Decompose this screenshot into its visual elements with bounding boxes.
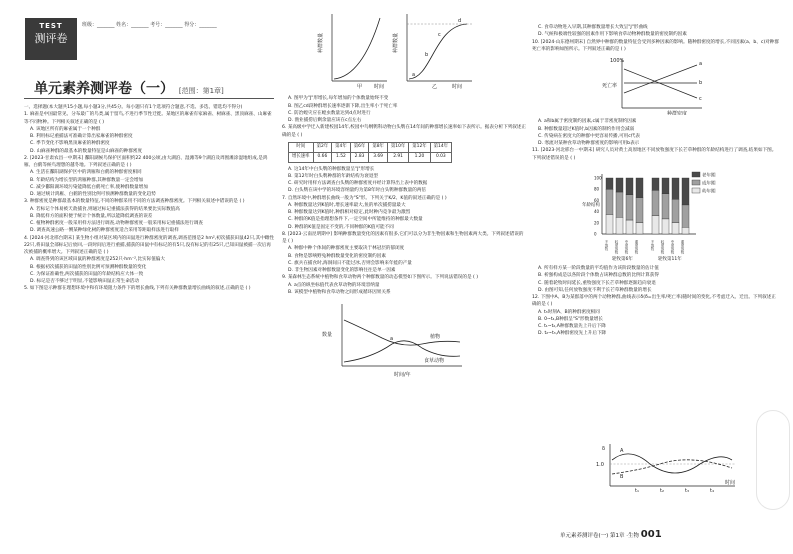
fig11-y-tick: 20 <box>594 220 600 226</box>
logo-top: TEST <box>39 22 63 30</box>
fig11-group-label: 轮牧第11年 <box>658 256 682 262</box>
answer-option: A. 所有样方某一阶段数量的平均值作为该阶段数量的估计值 <box>538 266 659 271</box>
fig11-legend-label: 幼年期 <box>702 189 716 195</box>
right-top-text <box>532 24 780 53</box>
fig11-bar-adult <box>672 199 679 223</box>
table-header-row <box>289 142 452 152</box>
right-mid-text <box>532 118 780 162</box>
answer-option: D. t₂~t₃,A种群密度先上升后下降 <box>538 331 607 337</box>
answer-option: B. 食物是影响野兔种群数量变化的密度制约因素 <box>288 253 386 259</box>
answer-option: B. 图乙cd段种群增长速率逐渐下降,出生率小于死亡率 <box>288 103 398 109</box>
fig5-label-jia: 甲 <box>357 84 363 90</box>
fig11-legend-label: 老年期 <box>702 173 716 179</box>
fig11-legend-swatch <box>692 172 700 177</box>
fig5-point-b: b <box>425 52 429 58</box>
fig5-point-d: d <box>458 18 462 24</box>
fig10-series-a: a <box>699 61 703 67</box>
fig11-bar-adult <box>606 189 613 214</box>
fig10-ytop: 100% <box>610 58 625 64</box>
watermark-stamp <box>756 410 790 510</box>
fig5-point-c: c <box>438 32 441 38</box>
fig5-ylabel-b: 种群数量 <box>393 32 399 53</box>
answer-option: A. 种群中种个体间的种群密度主要取决于林冠层的郁闭度 <box>288 246 405 252</box>
answer-option: D. 气候和极端性较强的因素作用下影响食草动物种群数量的密度制约因素 <box>538 32 687 38</box>
fig11-bar-young <box>652 215 659 233</box>
fig11-bar-young <box>616 217 623 234</box>
footer-text: 单元素养测评卷(一) 第1章 ·生物 <box>560 533 640 539</box>
fig9-series-plant: 植物 <box>430 334 441 341</box>
answer-option: A. a点的纵坐标值代表食草动物的环境容纳量 <box>288 282 380 288</box>
figure-9-population-dynamics <box>282 298 522 378</box>
answer-option: B. 该模型中植物和食草动物之间形成循环因果关系 <box>288 289 391 295</box>
fig11-bar-old <box>682 178 689 205</box>
fig12-ylabel: δ <box>602 446 606 452</box>
answer-option: A. 该地区所有的麻雀属于一个种群 <box>30 126 101 132</box>
table-cell: 3.69 <box>369 152 388 162</box>
test-logo <box>25 18 77 60</box>
table-header-cell: 第6年 <box>350 142 369 152</box>
fig11-y-tick: 0 <box>594 231 597 237</box>
mid-bottom-text <box>282 166 527 297</box>
answer-option: C. 随着轮牧时间延长,重牧强度下长芒草种群逐渐趋向衰退 <box>538 280 656 286</box>
fig11-y-tick: 100 <box>594 175 602 181</box>
answer-option: B. 种群数量超过K值时,b因素的制约作用会减弱 <box>538 126 635 132</box>
fig11-category-label: 重度放牧 <box>681 239 685 254</box>
answer-option: B. 根据初次捕获的田鼠的性别比例可预测种群数量的变化 <box>30 264 147 270</box>
figure-11-age-structure-chart <box>532 162 772 262</box>
page-footer <box>560 527 662 543</box>
answer-option: B. 降低样方的面积便于统计个体数量,所以能降低调查的误差 <box>30 213 153 219</box>
mid-top-text <box>282 95 527 139</box>
fig11-bar-old <box>626 178 633 195</box>
answer-option: A. 这14年中白头鹎的种群数量呈"J"形增长 <box>288 166 375 172</box>
table-header-cell: 时间 <box>289 142 314 152</box>
figure-10-mortality <box>532 53 772 115</box>
left-column <box>24 104 274 293</box>
page-title <box>34 78 224 100</box>
answer-option: B. 利用标记重捕法可准确计算出家麻雀的种群密度 <box>30 134 133 139</box>
question-text: 5. 如下图是示种群在理想环境中和有环境阻力条件下的增长曲线,下列有关种群数量增长曲线的叙述,正确的是 ( ) <box>24 286 251 292</box>
fig11-bar-young <box>672 223 679 234</box>
fig11-category-label: 轻度放牧 <box>615 239 619 254</box>
answer-option: D. 白头鹎在该中学的环境容纳量约为第8年时白头鹎种群数量的两倍 <box>288 188 427 194</box>
fig11-bar-old <box>616 178 623 192</box>
fig11-bar-old <box>652 178 659 190</box>
fig10-series-c: c <box>699 96 702 102</box>
table-cell: 2.91 <box>387 152 408 162</box>
fig5-xlabel-a: 时间 <box>374 84 385 90</box>
answer-option: C. 研究时用样方法调查白头鹎的种群密度并经计算得出上表中的数据 <box>288 181 428 187</box>
answer-option: C. 食草动物进入早期,其种群数量增长大致呈"J"形曲线 <box>538 25 648 30</box>
fig11-bar-old <box>606 178 613 189</box>
title-main: 单元素养测评卷（一） <box>34 81 174 97</box>
answer-option: A. 生活在鄱阳湖保护区中的鸿雁和白鹤的种群密度相同 <box>30 170 142 176</box>
answer-option: D. 通过统计鸿雁、白鹤的性别比例可预测种群数量的变化趋势 <box>30 192 156 197</box>
fig11-bar-young <box>626 220 633 234</box>
fig9-point-a: a <box>390 336 394 343</box>
figure-5-growth-curves <box>282 6 522 92</box>
fig12-series-a: A <box>620 448 624 454</box>
fig11-category-label: 轻度放牧 <box>661 239 665 254</box>
fig5-xlabel-b: 时间 <box>452 84 463 90</box>
answer-option: B. 年龄结构为增长型的鸿雁种群,其种群数量一定会增加 <box>30 177 144 183</box>
fig12-xlabel: 时间 <box>725 480 736 486</box>
answer-option: B. 0~t₄,B种群呈"S"形数量增长 <box>538 316 603 322</box>
fig11-category-label: 中度放牧 <box>671 239 675 254</box>
fig10-ylabel: 死亡率 <box>602 83 618 89</box>
fig11-bar-adult <box>662 193 669 218</box>
right-column <box>532 24 780 338</box>
answer-option: A. a和b属于密度制约因素,c属于非密度制约因素 <box>538 119 637 125</box>
answer-option: C. 为保证准确性,两次捕获的田鼠的年龄结构应大体一致 <box>30 271 144 277</box>
answer-option: B. 析强构成是以各阶段个体数占该种群总数的比例计算获得 <box>538 273 659 279</box>
answer-option: C. 减少鄱阳湖环境污染能降低白鹤死亡率,使种群数量增加 <box>30 184 148 190</box>
fig11-bar-adult <box>636 197 643 222</box>
answer-option: B. 第12年时白头鹎种群的年龄结构为衰退型 <box>288 173 379 179</box>
table-header-cell: 第2年 <box>313 142 332 152</box>
answer-option: A. 种群数量达到K值时,增长速率最大,鱼的单次捕捞量最大 <box>288 202 406 208</box>
fig11-bar-adult <box>616 192 623 217</box>
table-row-label: 增长速率 <box>289 152 314 162</box>
table-header-cell: 第12年 <box>409 142 430 152</box>
fig11-category-label: 不放牧 <box>605 239 609 251</box>
answer-option: D. 渔业捕捞后剩余量应该在c点左右 <box>288 118 362 123</box>
question-text: 9. 某森林生态系统中植物和食草动物两个种群数量的动态模型如下图所示。下列说法错误的是 ( ) <box>282 275 479 281</box>
fig11-y-tick: 40 <box>594 208 600 214</box>
question-text: 一、选择题(本大题共15小题,每小题3分,共45分。每小题只有1个选项符合题意,不选、多选、错选均不得分) <box>24 105 243 110</box>
fig11-category-label: 重度放牧 <box>635 239 639 254</box>
question-text: 8. [2023·云南昆明期中] 影响种群数量变化的因素有很多,它们可以分为非生物因素和生物因素两大类。下列叙述错误的是 ( ) <box>282 231 524 245</box>
title-rule <box>24 98 274 99</box>
fig11-bar-adult <box>652 190 659 215</box>
fig12-tick-4: t₄ <box>710 488 714 492</box>
answer-option: A. 若标记个体易被天敌捕食,则通过标记重捕法获得的结果要比实际数值高 <box>30 206 180 212</box>
fig12-tick-1: t₁ <box>635 488 639 492</box>
figure-12-delta-curves <box>560 440 750 492</box>
fig11-ylabel: 年龄结构 <box>582 202 600 208</box>
fig9-series-herbivore: 食草动物 <box>424 358 445 365</box>
answer-option: D. 山麻雀种群的最基本的数量特征是山麻雀的种群密度 <box>30 148 143 154</box>
answer-option: D. 标记是否不够过于明显,不能影响田鼠正常生命活动 <box>30 279 139 284</box>
question-text: 4. [2024·河北邢台期末] 某生物小组对某区域内的田鼠进行种群密度的调查,调查范围是2 hm²,初次捕获田鼠42只,其中雌性22只,将田鼠全部标记后放回,一段时间后进行重捕,捕获的田鼠中有标记的有5只,没有标记的有25只,已知田鼠被捕一次后再次被捕的概率增大。下列叙述正确的是 ( ) <box>24 235 275 255</box>
answer-option: C. 种群的K值是指理想条件下,一定空间中所能维持的种群最大数量 <box>288 217 423 223</box>
question-text: 2. [2023·甘肃农昌一中期末] 鄱阳湖候鸟保护区面积约22 400公顷,由大湖泊、湿滩等9个湖泊及周围滩涂湿地组成,是鸿雁、白鹤等候鸟理想的越冬地。下列叙述正确的是 ( ) <box>24 155 268 168</box>
answer-option: A. 调查得到的该区域田鼠的种群密度是252只·hm⁻²,比实际值偏大 <box>30 257 165 263</box>
question-text: 3. 种群密度是种群最基本的数量特征,不同的种群采用不同的方法调查种群密度。下列相关叙述中错误的是 ( ) <box>24 199 245 205</box>
fig12-tick-2: t₂ <box>660 488 664 492</box>
answer-option: C. 植物种群密度一般采用样方法进行调查,动物种群密度一般采用标记重捕法进行调查 <box>30 221 203 226</box>
fig12-tick-3: t₃ <box>685 488 689 492</box>
answer-option: D. 非生物因素对种群数量变化的影响往往是单一因素 <box>288 268 396 274</box>
fig11-category-label: 中度放牧 <box>625 239 629 254</box>
fig12-y-mark: 1.0 <box>596 462 604 468</box>
fig11-y-tick: 60 <box>594 197 600 203</box>
answer-option: B. 种群数量达到K值时,种群相对稳定,此时种内竞争最为激烈 <box>288 210 411 216</box>
fig11-y-tick: 80 <box>594 186 600 192</box>
question-text: 12. 下图中A、B为某群落中的两个动物种群,曲线表示δ(δ=出生率/死亡率)随时间的变化,不考虑迁入、迁出。下列叙述正确的是 ( ) <box>532 295 776 308</box>
fig11-bar-old <box>672 178 679 199</box>
answer-option: C. 旗兵在捕食时,海洞间日不能过冰,否则会影响来年蛙的产量 <box>288 260 412 266</box>
fig9-xlabel: 时间/年 <box>394 372 411 379</box>
question-text: 10. [2024·山东德州期末] 自然界中种群的数量特征会受到多种因素的影响。随种群密度的增长,不同因素(a、b、c)对种群死亡率的影响如图所示。下列叙述正确的是 ( ) <box>532 39 779 52</box>
fig11-group-label: 轮牧第6年 <box>612 256 633 262</box>
fig11-bar-old <box>636 178 643 198</box>
table-cell: 2.83 <box>350 152 369 162</box>
fig11-bar-young <box>606 214 613 234</box>
fig11-category-label: 不放牧 <box>651 239 655 251</box>
fig11-legend-label: 成年期 <box>702 181 716 187</box>
answer-option: D. 种群的K值是固定不变的,不同种群的K值可能不同 <box>288 224 394 230</box>
table-cell: 1.20 <box>409 152 430 162</box>
answer-option: D. 寒流对某种食草动物种群密度的影响可用b表示 <box>538 141 640 146</box>
fig10-series-b: b <box>699 80 703 86</box>
question-text: 6. 某高级中学迁入新建校园14年,校园中鸟纲鹎科动物白头鹎在14年间的种群增长速率如下表所示。据表分析下列叙述正确的是 ( ) <box>282 125 527 138</box>
table-header-cell: 第10年 <box>387 142 408 152</box>
logo-bottom: 测评卷 <box>34 32 68 45</box>
fig5-ylabel-a: 种群数量 <box>318 32 324 53</box>
fig5-label-yi: 乙 <box>432 84 438 90</box>
question-text: 1. 麻雀是中国最常见、分布最广的鸟类,属于留鸟,不进行季节性迁徙。某地区的麻雀有家麻雀、树麻雀、黑顶麻雀、山麻雀等不同物种。下列相关叙述正确的是 ( ) <box>24 112 272 125</box>
table-header-cell: 第4年 <box>332 142 351 152</box>
fig10-xlabel: 种群密度 <box>667 111 688 115</box>
fig11-legend-swatch <box>692 188 700 193</box>
answer-option: A. t₃时刻A、B的种群密度相同 <box>538 309 600 315</box>
table-header-cell: 第8年 <box>369 142 388 152</box>
fig11-bar-old <box>662 178 669 194</box>
fig11-bar-adult <box>682 205 689 227</box>
middle-column <box>282 6 527 381</box>
fig11-bar-young <box>636 223 643 234</box>
answer-option: C. t₁~t₂,A种群数量先上升后下降 <box>538 324 606 329</box>
question-text: 7. 自然环境中,种群增长曲线一般为"S"形。下列关于K/2、K值的叙述正确的是 ( ) <box>282 195 447 201</box>
answer-option: A. 图甲为"J"形增长,每年增加的个体数量始终不变 <box>288 96 389 102</box>
table-cell: 0.66 <box>313 152 332 162</box>
answer-option: D. 调查高速公路一侧某种绿化树的种群密度适合采用等距取样法进行取样 <box>30 228 179 234</box>
fig11-legend-swatch <box>692 180 700 185</box>
fig12-series-b: B <box>620 474 624 480</box>
fig9-ylabel: 数量 <box>322 332 333 339</box>
table-cell: 0.03 <box>430 152 451 162</box>
answer-option: D. 由图可知,任何放牧强度不利于长芒草种群数量的增长 <box>538 287 652 293</box>
table-row <box>289 152 452 162</box>
table-header-cell: 第14年 <box>430 142 451 152</box>
student-info-fields[interactable]: 班级：_______ 姓名：_______ 考号：_______ 得分：_______ <box>82 22 217 28</box>
page-number: 001 <box>640 529 662 540</box>
q6-table <box>288 142 452 163</box>
fig11-bar-adult <box>626 195 633 220</box>
answer-option: C. 季节变化不影响黑顶麻雀的种群密度 <box>30 141 110 147</box>
title-scope: [范围：第1章] <box>178 87 224 95</box>
answer-option: C. 防治蝗灾应在蝗虫数量达到d点时进行 <box>288 110 371 116</box>
answer-option: C. 传染病在密度大的种群中更容易传播,可用c代表 <box>538 133 640 139</box>
fig5-point-a: a <box>412 72 416 78</box>
fig11-bar-young <box>662 219 669 234</box>
right-bottom-text <box>532 265 780 338</box>
fig11-bar-young <box>682 227 689 234</box>
table-cell: 1.52 <box>332 152 351 162</box>
question-text: 11. [2023·河北邢台一中期末] 研究人员对黄土高原地区不同放牧强度下长芒草种群的年龄结构进行了调查,结果如下图。下列叙述错误的是 ( ) <box>532 148 777 161</box>
